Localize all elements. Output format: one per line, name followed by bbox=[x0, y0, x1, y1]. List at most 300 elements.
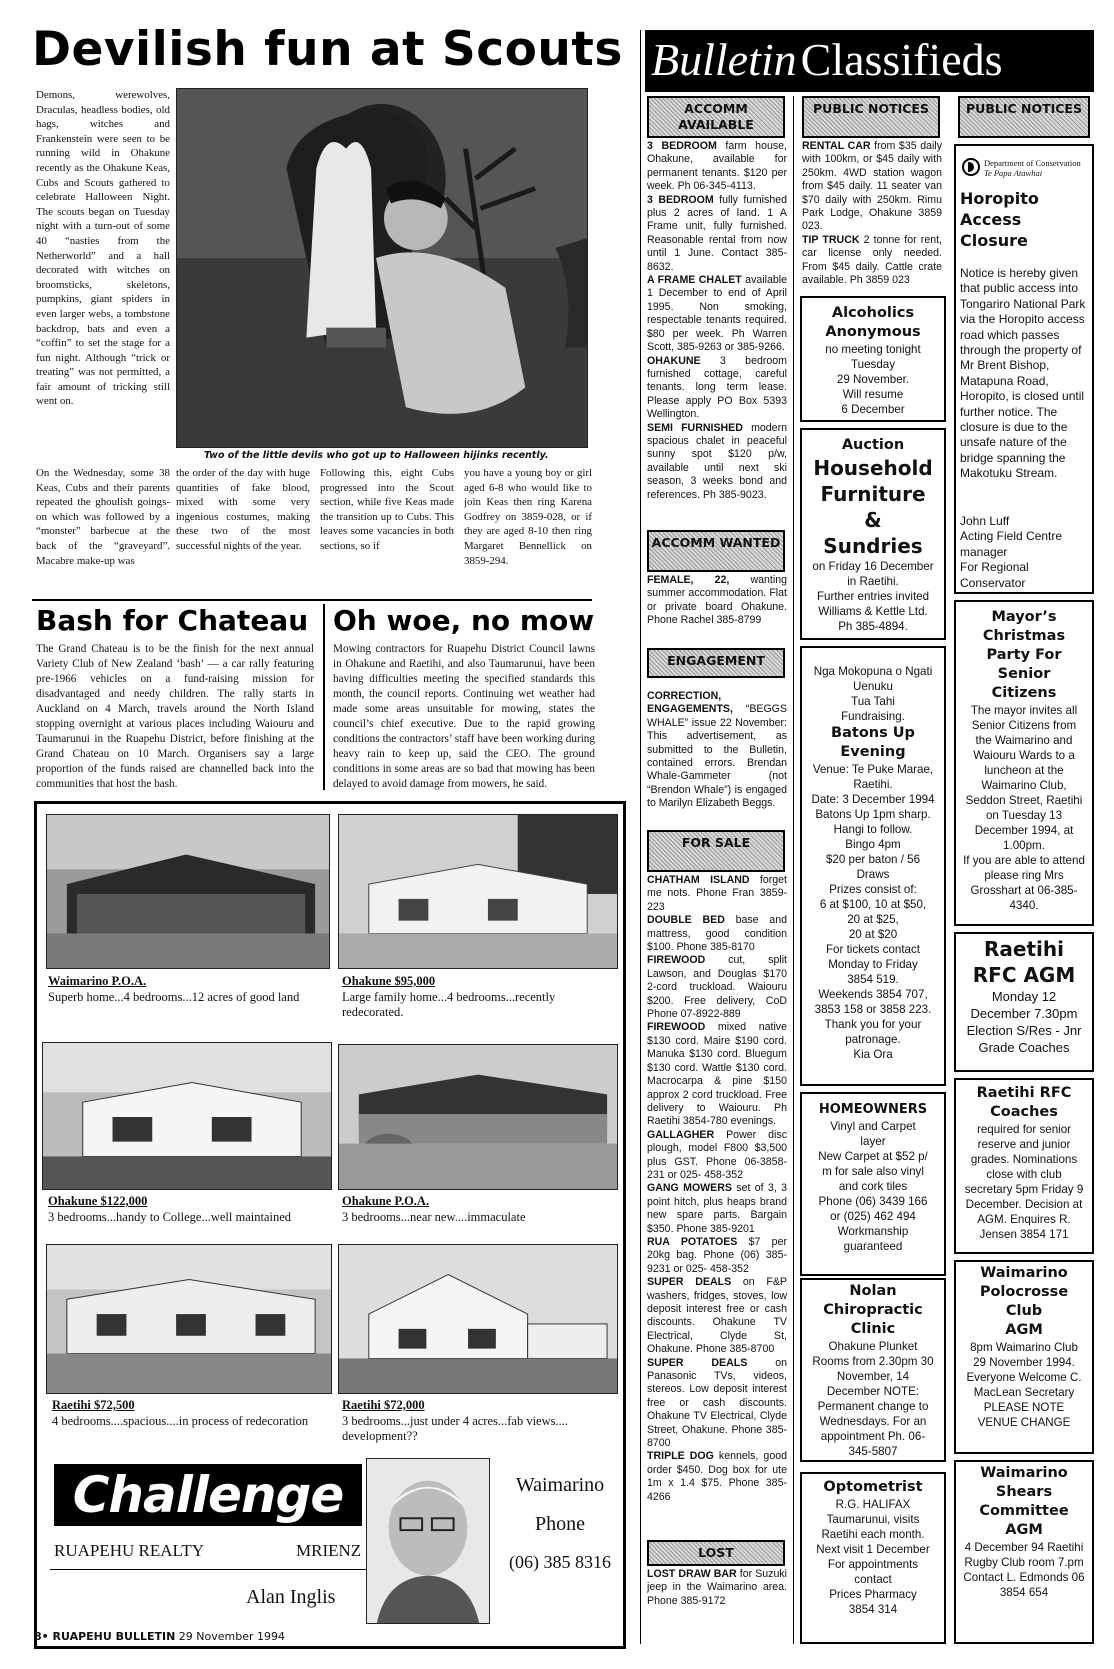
realty-agent: Alan Inglis bbox=[246, 1586, 336, 1608]
batons-notice-text bbox=[802, 664, 944, 1062]
page-footer bbox=[34, 1630, 285, 1643]
notice-title-line: Batons Up bbox=[831, 725, 915, 741]
notice-line: Workmanship bbox=[837, 1225, 909, 1238]
auction-notice-text bbox=[802, 436, 944, 634]
homeowners-lines bbox=[802, 1119, 944, 1254]
notice-line: Weekends 3854 707, bbox=[818, 988, 928, 1001]
classified-ad-lead: TIP TRUCK bbox=[802, 233, 860, 246]
classified-ad-lead: DOUBLE BED bbox=[647, 914, 725, 927]
mayor-lines bbox=[956, 703, 1092, 913]
notice-line: 20 at $25, bbox=[847, 913, 899, 926]
for-sale-header: FOR SALE bbox=[647, 830, 785, 872]
rfc-notice-text bbox=[956, 936, 1092, 1056]
property-desc: 3 bedrooms...just under 4 acres...fab views.... development?? bbox=[342, 1413, 568, 1443]
notice-line: Raetihi. bbox=[853, 778, 893, 791]
scouts-col2: the order of the day with huge quantities of fake blood, mixed with some very ingenious costumes, making these two of the most successful nights of the year. bbox=[176, 467, 310, 552]
classified-ad bbox=[647, 1568, 787, 1608]
notice-line: Jensen 3854 171 bbox=[979, 1228, 1069, 1241]
notice-title-line: Waimarino bbox=[980, 1265, 1068, 1281]
notice-title-line: AGM bbox=[1005, 1322, 1043, 1338]
classified-ad bbox=[647, 874, 787, 914]
classified-ad bbox=[802, 234, 942, 288]
property-desc: 4 bedrooms....spacious....in process of redecoration bbox=[52, 1413, 309, 1428]
notice-line: Monday to Friday bbox=[828, 958, 918, 971]
notice-line: Prizes consist of: bbox=[829, 883, 917, 896]
notice-line: on Tuesday 13 bbox=[985, 809, 1063, 822]
batons-pre bbox=[802, 664, 944, 724]
notice-line: New Carpet at $52 p/ bbox=[818, 1150, 928, 1163]
notice-line: Fundraising. bbox=[841, 710, 905, 723]
aa-title: Alcoholics Anonymous bbox=[825, 305, 921, 340]
agent-portrait bbox=[366, 1458, 490, 1624]
classified-ad-lead: FIREWOOD bbox=[647, 1021, 706, 1034]
notice-line: reserve and junior bbox=[977, 1138, 1071, 1151]
notice-line: 3854 314 bbox=[848, 1603, 898, 1616]
classified-ad-lead: GANG MOWERS bbox=[647, 1182, 732, 1195]
notice-line: R.G. HALIFAX bbox=[835, 1498, 911, 1511]
auction-lines bbox=[802, 559, 944, 634]
notice-line: 345-5807 bbox=[848, 1445, 898, 1458]
classifieds-title-italic: Bulletin bbox=[651, 34, 797, 85]
accomm-available-header: ACCOMM AVAILABLE bbox=[647, 96, 785, 138]
polo-lines bbox=[956, 1340, 1092, 1430]
notice-line: Election S/Res - Jnr bbox=[966, 1023, 1082, 1038]
opto-lines bbox=[802, 1497, 944, 1617]
notice-line: the Waimarino and bbox=[975, 734, 1073, 747]
notice-line: Horopito bbox=[960, 189, 1039, 208]
chateau-headline: Bash for Chateau bbox=[36, 604, 309, 637]
classified-ad bbox=[647, 1276, 787, 1356]
classified-ad-lead: A FRAME CHALET bbox=[647, 274, 742, 287]
property-title: Waimarino P.O.A. bbox=[48, 974, 147, 988]
mayor-title bbox=[956, 608, 1092, 703]
notice-title-line: Senior bbox=[997, 666, 1051, 682]
notice-line: Rugby Club room 7.pm bbox=[964, 1556, 1084, 1569]
notice-line: November, 14 bbox=[836, 1370, 910, 1383]
notice-title-line: Nolan bbox=[849, 1283, 897, 1299]
notice-line: Next visit 1 December bbox=[816, 1543, 930, 1556]
doc-maori: Te Papa Atawhai bbox=[984, 168, 1043, 178]
property-desc: Large family home...4 bedrooms...recently redecorated. bbox=[342, 989, 556, 1019]
property-desc: Superb home...4 bedrooms...12 acres of good land bbox=[48, 989, 300, 1004]
classified-ad bbox=[647, 1236, 787, 1276]
notice-line: appointment Ph. 06- bbox=[820, 1430, 926, 1443]
notice-line: 4 December 94 Raetihi bbox=[964, 1541, 1084, 1554]
notice-title-line: Christmas bbox=[982, 628, 1066, 644]
classified-ad-text: set of 3, 3 point hitch, plus heaps brand new spare parts. Bargain $350. Phone 385-9201 bbox=[647, 1182, 787, 1235]
notice-line: Venue: Te Puke Marae, bbox=[812, 763, 934, 776]
classified-ad-text: “BEGGS WHALE” issue 22 November: This advertisement, as submitted to the Bulletin, contained errors. Brendan Whale-Gammeter (not “Brendon Whale”) is engaged to Marilyn Elizabeth Beggs. bbox=[647, 703, 787, 810]
challenge-logo bbox=[54, 1464, 362, 1526]
classified-ad bbox=[647, 140, 787, 194]
property-caption bbox=[48, 974, 328, 1005]
notice-title-line: Citizens bbox=[991, 685, 1057, 701]
classified-ad-text: modern spacious chalet in peaceful sunny spot $120 p/w, available until next ski season, 3 weeks bond and references. Ph 385-9023. bbox=[647, 421, 787, 501]
notice-title-line: Coaches bbox=[990, 1104, 1058, 1120]
column-rule bbox=[323, 604, 325, 790]
property-title: Raetihi $72,000 bbox=[342, 1398, 425, 1412]
accomm-wanted-list bbox=[647, 574, 787, 628]
classified-ad-text: fully furnished plus 2 acres of land. 1 A Frame unit, fully furnished. Reasonable rental from now until 1 June. Contact 385-8632. bbox=[647, 193, 787, 273]
lost-header: LOST bbox=[647, 1540, 785, 1566]
classified-ad-lead: RENTAL CAR bbox=[802, 140, 871, 152]
homeowners-notice-text bbox=[802, 1100, 944, 1254]
notice-line: Conservator bbox=[960, 575, 1026, 590]
property-photo bbox=[46, 814, 330, 969]
property-title: Ohakune $122,000 bbox=[48, 1194, 148, 1208]
chiro-lines bbox=[802, 1339, 944, 1459]
classified-ad bbox=[647, 1182, 787, 1236]
classified-ad-text: farm house, Ohakune, available for permanent tenants. $120 per week. Ph 06-345-4113. bbox=[647, 140, 787, 193]
classified-ad-text: base and mattress, good condition $100. Phone 385-8170 bbox=[647, 914, 787, 954]
notice-line: Raetihi each month. bbox=[821, 1528, 925, 1541]
notice-title-line: Club bbox=[1005, 1303, 1043, 1319]
notice-line: VENUE CHANGE bbox=[977, 1416, 1071, 1429]
mayor-notice-text bbox=[956, 608, 1092, 913]
notice-line: 6 December bbox=[841, 403, 905, 416]
scouts-headline: Devilish fun at Scouts bbox=[32, 22, 623, 77]
classified-ad-text: on Panasonic TVs, videos, stereos. Low deposit interest free or cash discounts. Ohakune TV Electrical, Clyde Street, Ohakune. Phone 385-8700 bbox=[647, 1356, 787, 1450]
footer-date: 29 November 1994 bbox=[178, 1630, 286, 1643]
batons-title bbox=[802, 724, 944, 762]
notice-line: Kia Ora bbox=[853, 1048, 893, 1061]
notice-line: m for sale also vinyl bbox=[822, 1165, 924, 1178]
classified-ad-text: 2 tonne for rent, car license only needed. From $45 daily. Cattle crate available. Ph 3859 023 bbox=[802, 233, 942, 287]
notice-line: Draws bbox=[856, 868, 890, 881]
notice-line: December NOTE: bbox=[826, 1385, 920, 1398]
notice-line: Williams & Kettle Ltd. bbox=[818, 605, 928, 618]
notice-line: Ohakune Plunket bbox=[828, 1340, 918, 1353]
classified-ad-text: Power disc plough, model F800 $3,500 plus GST. Phone 06-3858-231 or 025- 458-352 bbox=[647, 1128, 787, 1181]
classified-ad-lead: SEMI FURNISHED bbox=[647, 421, 743, 434]
classified-ad-lead: RUA POTATOES bbox=[647, 1235, 738, 1248]
opto-title: Optometrist bbox=[823, 1479, 923, 1495]
mow-headline: Oh woe, no mow bbox=[333, 604, 595, 637]
property-photo bbox=[42, 1042, 332, 1190]
notice-line: 20 at $20 bbox=[848, 928, 898, 941]
chiro-notice-text bbox=[802, 1282, 944, 1459]
classifieds-banner bbox=[645, 30, 1094, 92]
classified-ad-text: for Suzuki jeep in the Waimarino area. Phone 385-9172 bbox=[647, 1568, 787, 1607]
notice-line: patronage. bbox=[845, 1033, 901, 1046]
notice-line: AGM. Enquires R. bbox=[977, 1213, 1071, 1226]
notice-line: Waiouru Wards to a bbox=[973, 749, 1075, 762]
notice-line: Grosshart at 06-385- bbox=[970, 884, 1078, 897]
notice-line: in Raetihi. bbox=[847, 575, 899, 588]
classified-ad-lead: CORRECTION, ENGAGEMENTS, bbox=[647, 690, 733, 716]
classified-ad-lead: SUPER DEALS bbox=[647, 1276, 732, 1289]
chateau-body: The Grand Chateau is to be the finish for the next annual Variety Club of New Zealand ‘bash’ — a car rally featuring pre-1966 vehicles on a fund-raising mission for disadvantaged and needy children. The rally starts in Auckland on 4 March, travels around the North Island stopping overnight at various places including Waiouru and Taumarunui in the Ruapehu District, before finishing at the Grand Chateau on 10 March. Organisers say a large proportion of the funds raised are channelled back into the communities that host the bash. bbox=[36, 643, 314, 790]
scouts-col1b: On the Wednesday, some 38 Keas, Cubs and their parents repeated the ghoulish goings-on which was followed by a “monster” barbecue at the back of the “graveyard”. Macabre make-up was bbox=[36, 467, 170, 567]
notice-line: Prices Pharmacy bbox=[829, 1588, 917, 1601]
classified-ad-lead: TRIPLE DOG bbox=[647, 1450, 714, 1463]
classified-ad-lead: FIREWOOD bbox=[647, 954, 706, 967]
classified-ad-lead: OHAKUNE bbox=[647, 354, 701, 367]
notice-line: Date: 3 December 1994 bbox=[811, 793, 935, 806]
notice-line: Tua Tahi bbox=[851, 695, 895, 708]
classified-ad bbox=[647, 954, 787, 1021]
notice-line: Access bbox=[960, 210, 1022, 229]
notice-line: Vinyl and Carpet bbox=[830, 1120, 916, 1133]
realty-name: RUAPEHU REALTY bbox=[54, 1541, 205, 1560]
shears-title bbox=[956, 1464, 1092, 1540]
notice-line: 3854 654 bbox=[999, 1586, 1049, 1599]
classified-ad-lead: GALLAGHER bbox=[647, 1128, 715, 1141]
notice-title-line: Waimarino bbox=[980, 1465, 1068, 1481]
notice-title-line: Clinic bbox=[850, 1321, 896, 1337]
notice-line: For tickets contact bbox=[825, 943, 921, 956]
classified-ad-lead: SUPER DEALS bbox=[647, 1356, 748, 1369]
notice-title-line: Shears bbox=[995, 1484, 1053, 1500]
classifieds-rule bbox=[640, 30, 641, 1644]
notice-line: 29 November 1994. bbox=[973, 1356, 1075, 1369]
public-notices-header: PUBLIC NOTICES bbox=[802, 96, 940, 138]
classified-ad-text: mixed native $130 cord. Maire $190 cord. Manuka $130 cord. Bluegum $130 cord. Wattle $130 cord. Macrocarpa & pine $150 approx 2 cord truckload. Free delivery to Waiouru. Ph Raetihi 3854-780 evenings. bbox=[647, 1021, 787, 1128]
notice-line: Grade Coaches bbox=[978, 1040, 1070, 1055]
property-caption bbox=[342, 1194, 618, 1225]
classified-ad bbox=[647, 574, 787, 628]
notice-line: manager bbox=[960, 544, 1008, 559]
notice-line: 4340. bbox=[1009, 899, 1039, 912]
classified-ad bbox=[647, 914, 787, 954]
classified-ad-text: $7 per 20kg bag. Phone (06) 385-9231 or 025- 458-352 bbox=[647, 1235, 787, 1275]
horopito-sign bbox=[960, 514, 1090, 591]
property-title: Raetihi $72,500 bbox=[52, 1398, 135, 1412]
notice-line: Nga Mokopuna o Ngati bbox=[813, 665, 933, 678]
notice-line: Monday 12 bbox=[991, 989, 1057, 1004]
classified-ad bbox=[647, 1357, 787, 1451]
notice-line: or (025) 462 494 bbox=[830, 1210, 916, 1223]
property-photo bbox=[46, 1244, 332, 1394]
notice-line: 3853 158 or 3858 223. bbox=[814, 1003, 932, 1016]
auction-big bbox=[802, 455, 944, 559]
notice-title-line: Raetihi RFC bbox=[976, 1085, 1072, 1101]
notice-title-line: Household bbox=[813, 456, 933, 480]
notice-line: Rooms from 2.30pm 30 bbox=[812, 1355, 934, 1368]
notice-line: luncheon at the bbox=[984, 764, 1064, 777]
classified-ad bbox=[647, 690, 787, 811]
classified-ad-lead: FEMALE, 22, bbox=[647, 574, 730, 586]
realty-phone: (06) 385 8316 bbox=[509, 1552, 611, 1572]
notice-line: December. Decision at bbox=[965, 1198, 1083, 1211]
chiro-title bbox=[802, 1282, 944, 1339]
notice-line: Seddon Street, Raetihi bbox=[965, 794, 1083, 807]
property-caption bbox=[52, 1398, 338, 1429]
notice-line: 8pm Waimarino Club bbox=[970, 1341, 1078, 1354]
notice-line: guaranteed bbox=[843, 1240, 903, 1253]
classified-ad-lead: 3 BEDROOM bbox=[647, 140, 717, 152]
for-sale-list bbox=[647, 874, 787, 1504]
property-desc: 3 bedrooms...near new....immaculate bbox=[342, 1209, 526, 1224]
notice-line: Closure bbox=[960, 231, 1028, 250]
notice-line: $20 per baton / 56 bbox=[825, 853, 921, 866]
notice-line: Further entries invited bbox=[816, 590, 930, 603]
notice-line: Hangi to follow. bbox=[833, 823, 913, 836]
classified-ad-text: available 1 December to end of April 1995. Non smoking, respectable tenants required. $80 per week. Ph Warren Scott, 385-9263 or 385-9266. bbox=[647, 274, 787, 354]
realty-divider bbox=[50, 1569, 366, 1570]
doc-icon bbox=[962, 158, 980, 176]
rfc-lines bbox=[956, 988, 1092, 1056]
classified-ad-text: on F&P washers, fridges, stoves, low deposit interest free or cash discounts. Ohakune TV Electrical, Clyde St, Ohakune. Phone 385-8700 bbox=[647, 1276, 787, 1356]
notice-line: Phone (06) 3439 166 bbox=[818, 1195, 928, 1208]
accomm-available-list bbox=[647, 140, 787, 502]
coaches-lines bbox=[956, 1122, 1092, 1242]
notice-line: The mayor invites all bbox=[970, 704, 1078, 717]
notice-line: Taumarunui, visits bbox=[826, 1513, 920, 1526]
property-desc: 3 bedrooms...handy to College...well maintained bbox=[48, 1209, 292, 1224]
notice-line: contact bbox=[854, 1573, 892, 1586]
horopito-title bbox=[960, 188, 1090, 251]
challenge-logo-text: Challenge bbox=[72, 1466, 344, 1524]
notice-line: John Luff bbox=[960, 514, 1010, 528]
scouts-photo bbox=[176, 88, 588, 448]
notice-line: please ring Mrs bbox=[984, 869, 1064, 882]
classified-ad-text: from $35 daily with 100km, or $45 daily with 250km. 4WD station wagon from $45 daily. 11 seater van $70 daily with 250km. Rimu Park Lodge, Ohakune 3859 023. bbox=[802, 140, 942, 233]
property-photo bbox=[338, 814, 618, 969]
auction-title: Auction bbox=[841, 437, 905, 453]
notice-line: Acting Field Centre bbox=[960, 529, 1063, 544]
classified-ad bbox=[647, 1129, 787, 1183]
notice-line: required for senior bbox=[976, 1123, 1072, 1136]
notice-line: 1.00pm. bbox=[1003, 839, 1045, 852]
notice-title-line: Committee bbox=[979, 1503, 1069, 1519]
notice-line: PLEASE NOTE bbox=[983, 1401, 1065, 1414]
notice-line: For appointments bbox=[827, 1558, 919, 1571]
notice-line: on Friday 16 December bbox=[812, 560, 934, 573]
notice-title-line: Evening bbox=[840, 744, 906, 760]
notice-line: 3854 519. bbox=[847, 973, 899, 986]
notice-title-line: Party For bbox=[986, 647, 1062, 663]
aa-notice-text bbox=[802, 304, 944, 417]
notice-line: Batons Up 1pm sharp. bbox=[815, 808, 931, 821]
realty-phone-label: Phone bbox=[535, 1513, 585, 1535]
notice-line: Contact L. Edmonds 06 bbox=[963, 1571, 1085, 1584]
classified-ad bbox=[802, 140, 942, 234]
notice-line: Permanent change to bbox=[817, 1400, 929, 1413]
classified-ad bbox=[647, 194, 787, 274]
notice-title-line: Chiropractic bbox=[823, 1302, 923, 1318]
notice-title-line: Mayor’s bbox=[991, 609, 1057, 625]
notice-line: December 7.30pm bbox=[970, 1006, 1078, 1021]
shears-notice-text bbox=[956, 1464, 1092, 1600]
polo-notice-text bbox=[956, 1264, 1092, 1430]
classified-ad-text: cut, split Lawson, and Douglas $170 2-cord truckload. Waiouru $200. Free delivery, CoD Phone 07-8922-889 bbox=[647, 954, 787, 1021]
public-notices-header-2: PUBLIC NOTICES bbox=[958, 96, 1090, 138]
classified-ad bbox=[647, 274, 787, 354]
notice-line: December 1994, at bbox=[974, 824, 1074, 837]
rfc-title bbox=[956, 936, 1092, 988]
notice-title-line: Polocrosse bbox=[979, 1284, 1069, 1300]
section-divider bbox=[32, 599, 592, 601]
classified-ad-lead: 3 BEDROOM bbox=[647, 193, 714, 206]
notice-line: Thank you for your bbox=[824, 1018, 922, 1031]
notice-line: and cork tiles bbox=[838, 1180, 908, 1193]
scouts-col4: you have a young boy or girl aged 6-8 who would like to join Keas then ring Karena Godfrey on 3859-028, or if they are aged 8-10 then ring Margaret Bennellick on 3859-294. bbox=[464, 467, 592, 567]
property-caption bbox=[342, 1398, 618, 1445]
classified-ad bbox=[647, 1021, 787, 1128]
classified-ad-text: forget me nots. Phone Fran 3859-223 bbox=[647, 874, 787, 913]
property-photo bbox=[338, 1044, 618, 1190]
scouts-col1: Demons, werewolves, Draculas, headless bodies, old hags, witches and Frankenstein were seen to be running wild in Ohakune recently as the Ohakune Keas, Cubs and Scouts gathered to celebrate Halloween Night. The scouts began on Tuesday night with a turn-out of some 40 “nasties from the Netherworld” and a hall decorated with witches on broomsticks, skeletons, pumpkins, giant spiders in even larger webs, a tombstone backdrop, bats and even a “coffin” to set the stage for a fun night. Although “trick or treating” was not permitted, a fair amount of tricking still went on. bbox=[36, 89, 170, 408]
notice-line: If you are able to attend bbox=[963, 854, 1085, 867]
notice-title-line: RFC AGM bbox=[972, 963, 1076, 987]
horopito-body: Notice is hereby given that public access into Tongariro National Park via the Horopito access road which passes through the property of Mr Brent Bishop, Matapuna Road, Horopito, is closed until further notice. The closure is due to the unsafe nature of the bridge spanning the Makotuku Stream. bbox=[960, 266, 1086, 481]
classified-ad bbox=[647, 355, 787, 422]
notice-title-line: & bbox=[864, 508, 882, 532]
property-caption bbox=[48, 1194, 338, 1225]
classified-ad bbox=[647, 422, 787, 502]
rental-list bbox=[802, 140, 942, 287]
shears-lines bbox=[956, 1540, 1092, 1600]
footer-paper: 8• RUAPEHU BULLETIN bbox=[34, 1630, 176, 1643]
opto-notice-text bbox=[802, 1478, 944, 1617]
batons-lines bbox=[802, 762, 944, 1062]
notice-line: Senior Citizens from bbox=[971, 719, 1077, 732]
classified-ad-lead: CHATHAM ISLAND bbox=[647, 874, 750, 886]
notice-line: Waimarino Club, bbox=[981, 779, 1067, 792]
doc-logo bbox=[960, 156, 1090, 182]
classified-ad-text: kennels, good order $450. Dog box for ute 1m x 1.4 $75. Phone 385-4266 bbox=[647, 1450, 787, 1503]
notice-line: Bingo 4pm bbox=[845, 838, 901, 851]
property-title: Ohakune $95,000 bbox=[342, 974, 436, 988]
homeowners-title: HOMEOWNERS bbox=[818, 1102, 928, 1117]
polo-title bbox=[956, 1264, 1092, 1340]
notice-line: secretary 5pm Friday 9 bbox=[964, 1183, 1084, 1196]
notice-line: layer bbox=[860, 1135, 886, 1148]
classifieds-column-rule bbox=[793, 96, 794, 1644]
property-photo bbox=[338, 1244, 618, 1394]
engagement-list bbox=[647, 690, 787, 811]
notice-line: Wednesdays. For an bbox=[819, 1415, 927, 1428]
notice-line: Tuesday bbox=[850, 358, 896, 371]
notice-title-line: Furniture bbox=[820, 482, 926, 506]
notice-title-line: AGM bbox=[1005, 1522, 1043, 1538]
coaches-notice-text bbox=[956, 1084, 1092, 1242]
property-title: Ohakune P.O.A. bbox=[342, 1194, 430, 1208]
aa-lines bbox=[802, 342, 944, 417]
notice-title-line: Raetihi bbox=[984, 937, 1064, 961]
notice-line: close with club bbox=[986, 1168, 1062, 1181]
realty-mrienz: MRIENZ bbox=[296, 1541, 362, 1560]
classifieds-title: Classifieds bbox=[800, 34, 1003, 85]
engagement-header: ENGAGEMENT bbox=[647, 648, 785, 678]
notice-line: no meeting tonight bbox=[825, 343, 921, 356]
coaches-title bbox=[956, 1084, 1092, 1122]
mow-body: Mowing contractors for Ruapehu District Council lawns in Ohakune and Raetihi, and also Taumarunui, have been having difficulties meeting the specified standards this month, the council reports. Continuing wet weather had made some areas unsuitable for mowing, states the council’s chief executive. Due to the rapid growing conditions the contractors’ staff have been working during heavy rain to keep up, said the CEO. The ground conditions in some areas are so bad that mowing has been delayed to avoid damage from mowers, he said. bbox=[333, 643, 595, 790]
notice-line: Will resume bbox=[842, 388, 904, 401]
notice-line: Ph 385-4894. bbox=[838, 620, 908, 633]
notice-line: For Regional bbox=[960, 560, 1029, 575]
lost-list bbox=[647, 1568, 787, 1608]
notice-line: 6 at $100, 10 at $50, bbox=[819, 898, 927, 911]
classified-ad-text: wanting summer accommodation. Flat or private board Ohakune. Phone Rachel 385-8799 bbox=[647, 574, 787, 627]
accomm-wanted-header: ACCOMM WANTED bbox=[647, 530, 785, 572]
classified-ad bbox=[647, 1450, 787, 1504]
notice-line: grades. Nominations bbox=[970, 1153, 1078, 1166]
notice-line: 29 November. bbox=[836, 373, 910, 386]
notice-line: Everyone Welcome C. bbox=[966, 1371, 1082, 1384]
classified-ad-text: 3 bedroom furnished cottage, careful tenants. long term lease. Please apply PO Box 5393 Wellington. bbox=[647, 354, 787, 421]
realty-area: Waimarino bbox=[515, 1474, 605, 1496]
property-caption bbox=[342, 974, 618, 1021]
notice-line: MacLean Secretary bbox=[973, 1386, 1075, 1399]
classified-ad-lead: LOST DRAW BAR bbox=[647, 1568, 737, 1580]
doc-name: Department of Conservation bbox=[984, 158, 1081, 168]
scouts-col3: Following this, eight Cubs progressed into the Scout section, while five Keas made the transition up to Cubs. This leaves some vacancies in both sections, so if bbox=[320, 467, 454, 552]
notice-title-line: Sundries bbox=[823, 534, 923, 558]
scouts-photo-caption: Two of the little devils who got up to Halloween hijinks recently. bbox=[204, 450, 549, 461]
notice-line: Uenuku bbox=[853, 680, 893, 693]
